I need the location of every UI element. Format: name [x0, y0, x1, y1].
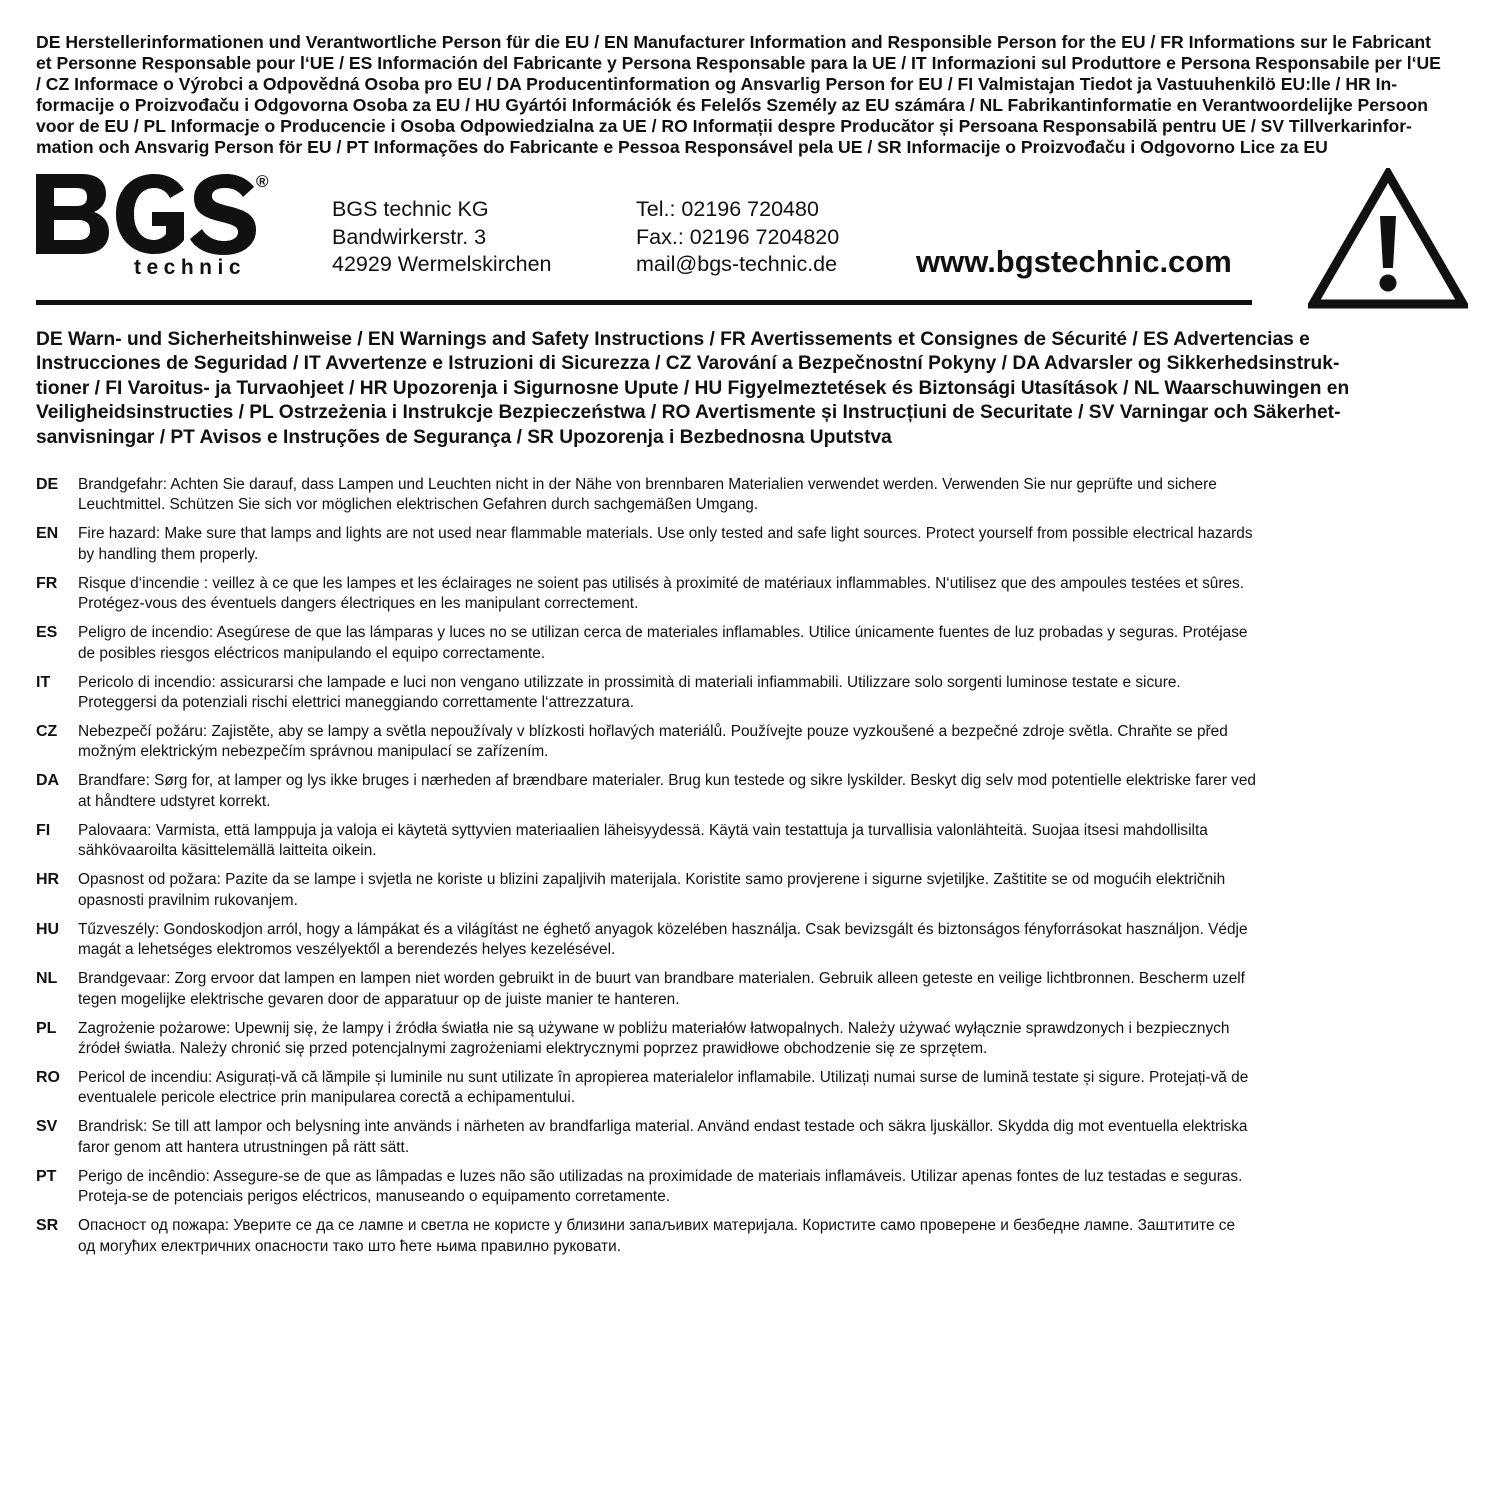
language-code: FR	[36, 574, 58, 592]
warning-text	[78, 475, 1466, 516]
list-item	[36, 821, 1466, 862]
language-code: ES	[36, 624, 58, 642]
warning-line: Perigo de incêndio: Assegure-se de que as lâmpadas e luzes não são utilizadas na proximidade de materiais inflamáveis. Utilizar apenas fontes de luz testadas e seguras.	[78, 1167, 1243, 1185]
warning-line: Palovaara: Varmista, että lamppuja ja valoja ei käytetä syttyvien materiaalien läheisyydessä. Käytä vain testattuja ja turvallisia valonlähteitä. Suojaa itsesi mahdollisilta	[78, 821, 1208, 839]
company-street: Bandwirkerstr. 3	[332, 224, 487, 249]
warning-text	[78, 574, 1466, 615]
safety-list	[36, 475, 1466, 1257]
safety-heading	[36, 328, 1466, 450]
warning-line: magát a lehetséges elektromos veszélyektől a berendezés helyes kezelésével.	[78, 941, 616, 959]
list-item	[36, 673, 1466, 714]
contact-block	[636, 196, 839, 279]
list-item	[36, 771, 1466, 812]
warning-line: at håndtere udstyret korrekt.	[78, 792, 271, 810]
header-divider	[36, 300, 1252, 305]
warning-line: by handling them properly.	[78, 545, 259, 563]
warning-line: tegen mogelijke elektrische gevaren door de apparatuur op de juiste manier te hanteren.	[78, 990, 680, 1008]
list-item	[36, 1019, 1466, 1060]
safety-heading-line: DE Warn- und Sicherheitshinweise / EN Warnings and Safety Instructions / FR Avertissements et Consignes de Sécurité / ES Advertencias e	[36, 329, 1310, 350]
warning-text	[78, 1019, 1466, 1060]
warning-line: Brandrisk: Se till att lampor och belysning inte används i närheten av brandfarliga material. Använd endast testade och säkra ljuskällor. Skydda dig mot eventuella elektriska	[78, 1118, 1248, 1136]
manufacturer-heading	[36, 32, 1466, 158]
warning-line: Zagrożenie pożarowe: Upewnij się, że lampy i źródła światła nie są używane w pobliżu materiałów łatwopalnych. Należy używać wyłącznie sprawdzonych i bezpiecznych	[78, 1019, 1230, 1037]
company-city: 42929 Wermelskirchen	[332, 252, 552, 276]
logo-subtext: technic	[134, 256, 247, 279]
warning-text	[78, 1167, 1466, 1208]
company-tel: Tel.: 02196 720480	[636, 197, 819, 221]
warning-line: Proteja-se de potenciais perigos eléctricos, manuseando o equipamento corretamente.	[78, 1188, 671, 1206]
warning-text	[78, 821, 1466, 862]
warning-line: од могућих електричних опасности тако што ћете њима правилно руковати.	[78, 1237, 621, 1255]
warning-line: eventualele pericole electrice prin manipularea corectă a echipamentului.	[78, 1089, 576, 1107]
list-item	[36, 969, 1466, 1010]
company-name: BGS technic KG	[332, 197, 489, 221]
warning-text	[78, 722, 1466, 763]
manufacturer-heading-line: voor de EU / PL Informacje o Producencie i Osoba Odpowiedzialna za UE / RO Informații despre Producător și Persoana Responsabilă pentru UE / SV Tillverkarinfor-	[36, 116, 1412, 136]
warning-text	[78, 1216, 1466, 1257]
language-code: HR	[36, 871, 60, 889]
warning-text	[78, 771, 1466, 812]
list-item	[36, 1117, 1466, 1158]
warning-line: Protégez-vous des éventuels dangers électriques en les manipulant correctement.	[78, 595, 639, 613]
list-item	[36, 524, 1466, 565]
list-item	[36, 1167, 1466, 1208]
language-code: FI	[36, 821, 51, 839]
language-code: EN	[36, 525, 59, 543]
list-item	[36, 623, 1466, 664]
safety-heading-line: tioner / FI Varoitus- ja Turvaohjeet / HR Upozorenja i Sigurnosne Upute / HU Figyelmeztetések és Biztonsági Utasítások / NL Waarschuwingen en	[36, 377, 1350, 399]
manufacturer-heading-line: et Personne Responsable pour l‘UE / ES Información del Fabricante y Persona Responsable para la UE / IT Informazioni sul Produttore e Persona Responsabile per l‘UE	[36, 53, 1441, 73]
language-code: SV	[36, 1118, 58, 1136]
warning-line: Brandgefahr: Achten Sie darauf, dass Lampen und Leuchten nicht in der Nähe von brennbaren Materialien verwendet werden. Verwenden Sie nur geprüfte und sichere	[78, 476, 1217, 494]
document-page	[36, 32, 1466, 1266]
warning-text	[78, 870, 1466, 911]
warning-line: źródeł światła. Należy chronić się przed potencjalnymi zagrożeniami elektrycznymi poprzez prawidłowe obchodzenie się ze sprzętem.	[78, 1039, 988, 1057]
warning-text	[78, 920, 1466, 961]
list-item	[36, 920, 1466, 961]
warning-line: Opasnost od požara: Pazite da se lampe i svjetla ne koriste u blizini zapaljivih materijala. Koristite samo provjerene i sigurne svjetiljke. Zaštitite se od mogućih električnih	[78, 871, 1226, 889]
safety-heading-line: sanvisningar / PT Avisos e Instruções de Segurança / SR Upozorenja i Bezbednosna Uputstva	[36, 426, 892, 448]
bgs-logo	[36, 172, 276, 284]
manufacturer-heading-line: / CZ Informace o Výrobci a Odpovědná Osoba pro EU / DA Producentinformation og Ansvarlig Person for EU / FI Valmistajan Tiedot ja Vastuuhenkilö EU:lle / HR In-	[36, 74, 1398, 94]
language-code: DE	[36, 476, 59, 494]
warning-line: Brandgevaar: Zorg ervoor dat lampen en lampen niet worden gebruikt in de buurt van brandbare materialen. Gebruik alleen geteste en veilige lichtbronnen. Bescherm uzelf	[78, 970, 1245, 988]
manufacturer-heading-line: DE Herstellerinformationen und Verantwortliche Person für die EU / EN Manufacturer Information and Responsible Person for the EU / FR Informations sur le Fabricant	[36, 32, 1432, 52]
warning-triangle-icon	[1308, 168, 1468, 310]
list-item	[36, 574, 1466, 615]
warning-line: sähkövaaroilta käsittelemällä laitteita oikein.	[78, 842, 377, 860]
warning-line: Pericolo di incendio: assicurarsi che lampade e luci non vengano utilizzate in prossimità di materiali infiammabili. Utilizzare solo sorgenti luminose testate e sicure.	[78, 673, 1181, 691]
company-mail: mail@bgs-technic.de	[636, 252, 838, 276]
address-block	[332, 196, 551, 279]
company-website: www.bgstechnic.com	[916, 244, 1232, 279]
language-code: NL	[36, 970, 58, 988]
warning-line: Pericol de incendiu: Asigurați-vă că lămpile și luminile nu sunt utilizate în apropierea materialelor inflamabile. Utilizați numai surse de lumină testate și sigure. Protejați-vă de	[78, 1068, 1249, 1086]
warning-line: možným elektrickým nebezpečím správnou manipulací se zařízením.	[78, 743, 549, 761]
company-fax: Fax.: 02196 7204820	[636, 224, 840, 249]
list-item	[36, 1068, 1466, 1109]
warning-line: Fire hazard: Make sure that lamps and lights are not used near flammable materials. Use only tested and safe light sources. Protect yourself from possible electrical hazards	[78, 525, 1253, 543]
warning-line: Proteggersi da potenziali rischi elettrici maneggiando correttamente l‘attrezzatura.	[78, 694, 635, 712]
list-item	[36, 475, 1466, 516]
list-item	[36, 870, 1466, 911]
language-code: SR	[36, 1217, 59, 1235]
warning-line: Опасност од пожара: Уверите се да се лампе и светла не користе у близини запаљивих материјала. Користите само проверене и безбедне лампе. Заштитите се	[78, 1217, 1236, 1235]
language-code: PT	[36, 1167, 57, 1185]
manufacturer-heading-line: mation och Ansvarig Person för EU / PT Informações do Fabricante e Pessoa Responsável pela UE / SR Informacije o Proizvođaču i Odgovorno Lice za EU	[36, 137, 1328, 157]
safety-heading-line: Instrucciones de Seguridad / IT Avvertenze e Istruzioni di Sicurezza / CZ Varování a Bezpečnostní Pokyny / DA Advarsler og Sikkerhedsinstruk-	[36, 353, 1340, 375]
safety-heading-line: Veiligheidsinstructies / PL Ostrzeżenia i Instrukcje Bezpieczeństwa / RO Avertismente și Instrucțiuni de Securitate / SV Varningar och Säkerhet-	[36, 402, 1341, 424]
list-item	[36, 1216, 1466, 1257]
warning-line: Nebezpečí požáru: Zajistěte, aby se lampy a světla nepoužívaly v blízkosti hořlavých materiálů. Používejte pouze vyzkoušené a bezpečné zdroje světla. Chraňte se před	[78, 723, 1228, 741]
registered-mark: ®	[256, 172, 269, 191]
warning-line: de posibles riesgos eléctricos manipulando el equipo correctamente.	[78, 644, 546, 662]
warning-line: Peligro de incendio: Asegúrese de que las lámparas y luces no se utilizan cerca de materiales inflamables. Utilice únicamente fuentes de luz probadas y seguras. Protéjase	[78, 624, 1248, 642]
warning-text	[78, 1068, 1466, 1109]
language-code: HU	[36, 920, 60, 938]
warning-text	[78, 524, 1466, 565]
warning-line: opasnosti pravilnim rukovanjem.	[78, 891, 298, 909]
language-code: PL	[36, 1019, 57, 1037]
language-code: DA	[36, 772, 60, 790]
bgs-logo-mark	[36, 172, 256, 256]
warning-line: Tűzveszély: Gondoskodjon arról, hogy a lámpákat és a világítást ne éghető anyagok közelében használja. Csak bevizsgált és biztonságos fényforrásokat használjon. Védje	[78, 920, 1248, 938]
warning-line: Risque d‘incendie : veillez à ce que les lampes et les éclairages ne soient pas utilisés à proximité de matériaux inflammables. N‘utilisez que des ampoules testées et sûres.	[78, 574, 1245, 592]
warning-text	[78, 1117, 1466, 1158]
list-item	[36, 722, 1466, 763]
language-code: RO	[36, 1068, 60, 1086]
manufacturer-heading-line: formacije o Proizvođaču i Odgovorna Osoba za EU / HU Gyártói Információk és Felelős Személy az EU számára / NL Fabrikantinformatie en Verantwoordelijke Persoon	[36, 95, 1428, 115]
language-code: IT	[36, 673, 51, 691]
warning-text	[78, 623, 1466, 664]
warning-line: Leuchtmittel. Schützen Sie sich vor möglichen elektrischen Gefahren durch sachgemäßen Umgang.	[78, 496, 759, 514]
warning-line: Brandfare: Sørg for, at lamper og lys ikke bruges i nærheden af brændbare materialer. Brug kun testede og sikre lyskilder. Beskyt dig selv mod potentielle elektriske farer ved	[78, 772, 1256, 790]
language-code: CZ	[36, 723, 58, 741]
warning-text	[78, 673, 1466, 714]
warning-line: faror genom att hantera utrustningen på rätt sätt.	[78, 1138, 410, 1156]
company-header	[36, 172, 1466, 322]
warning-text	[78, 969, 1466, 1010]
